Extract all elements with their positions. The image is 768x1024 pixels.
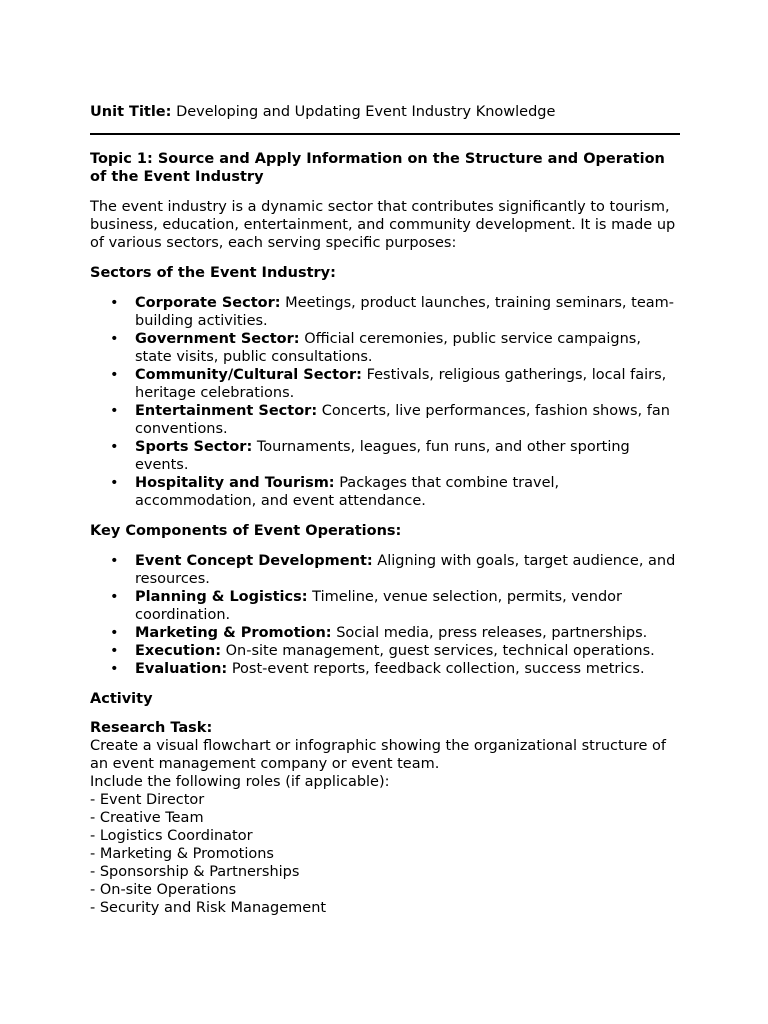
role-item: - Logistics Coordinator <box>90 828 253 844</box>
role-item: - Security and Risk Management <box>90 900 327 916</box>
list-item <box>90 438 680 474</box>
item-desc: Packages that combine travel, accommodation, and event attendance. <box>135 475 560 509</box>
item-desc: Official ceremonies, public service campaigns, state visits, public consultations. <box>135 331 641 365</box>
role-item: - Creative Team <box>90 810 204 826</box>
item-desc: Social media, press releases, partnerships. <box>336 625 648 641</box>
item-desc: Meetings, product launches, training seminars, team-building activities. <box>135 295 675 329</box>
activity-heading: Activity <box>90 691 153 707</box>
list-item <box>90 294 680 330</box>
item-desc: Aligning with goals, target audience, and resources. <box>135 553 676 587</box>
item-desc: Concerts, live performances, fashion shows, fan conventions. <box>135 403 670 437</box>
item-name: Entertainment Sector: <box>135 403 318 419</box>
bullet: • <box>110 439 119 455</box>
components-list <box>90 552 680 678</box>
item-desc: Post-event reports, feedback collection, success metrics. <box>231 661 645 677</box>
item-name: Execution: <box>135 643 221 659</box>
unit-title-label: Unit Title: <box>90 104 172 120</box>
item-name: Community/Cultural Sector: <box>135 367 362 383</box>
list-item <box>90 366 680 402</box>
item-name: Hospitality and Tourism: <box>135 475 335 491</box>
list-item <box>90 474 680 510</box>
list-item <box>90 552 680 588</box>
item-name: Marketing & Promotion: <box>135 625 332 641</box>
item-name: Event Concept Development: <box>135 553 373 569</box>
item-desc: Festivals, religious gatherings, local fairs, heritage celebrations. <box>135 367 667 401</box>
bullet: • <box>110 403 119 419</box>
item-desc: Tournaments, leagues, fun runs, and other sporting events. <box>135 439 630 473</box>
list-item <box>90 624 680 642</box>
sectors-list <box>90 294 680 510</box>
research-task-heading: Research Task: <box>90 720 213 736</box>
list-item <box>90 642 680 660</box>
list-item <box>90 330 680 366</box>
sectors-heading: Sectors of the Event Industry: <box>90 265 336 281</box>
item-name: Planning & Logistics: <box>135 589 308 605</box>
list-item <box>90 588 680 624</box>
unit-title-line <box>90 103 680 135</box>
roles-list <box>90 791 680 917</box>
list-item <box>90 402 680 438</box>
bullet: • <box>110 475 119 491</box>
bullet: • <box>110 553 119 569</box>
bullet: • <box>110 295 119 311</box>
role-item: - On-site Operations <box>90 882 237 898</box>
bullet: • <box>110 331 119 347</box>
include-roles-text: Include the following roles (if applicable): <box>90 774 390 790</box>
item-desc: On-site management, guest services, technical operations. <box>225 643 655 659</box>
research-task-text: Create a visual flowchart or infographic showing the organizational structure of an event management company or event team. <box>90 738 666 772</box>
role-item: - Event Director <box>90 792 205 808</box>
role-item: - Sponsorship & Partnerships <box>90 864 300 880</box>
list-item <box>90 660 680 678</box>
bullet: • <box>110 625 119 641</box>
topic-heading: Topic 1: Source and Apply Information on the Structure and Operation of the Event Industry <box>90 151 665 185</box>
bullet: • <box>110 367 119 383</box>
document-page <box>90 103 680 917</box>
unit-title-text: Developing and Updating Event Industry Knowledge <box>176 104 556 120</box>
item-name: Corporate Sector: <box>135 295 281 311</box>
role-item: - Marketing & Promotions <box>90 846 274 862</box>
intro-paragraph: The event industry is a dynamic sector that contributes significantly to tourism, business, education, entertainment, and community development. It is made up of various sectors, each serving specific purposes: <box>90 199 676 251</box>
bullet: • <box>110 643 119 659</box>
bullet: • <box>110 661 119 677</box>
item-desc: Timeline, venue selection, permits, vendor coordination. <box>135 589 623 623</box>
item-name: Government Sector: <box>135 331 300 347</box>
components-heading: Key Components of Event Operations: <box>90 523 402 539</box>
bullet: • <box>110 589 119 605</box>
item-name: Evaluation: <box>135 661 228 677</box>
item-name: Sports Sector: <box>135 439 253 455</box>
